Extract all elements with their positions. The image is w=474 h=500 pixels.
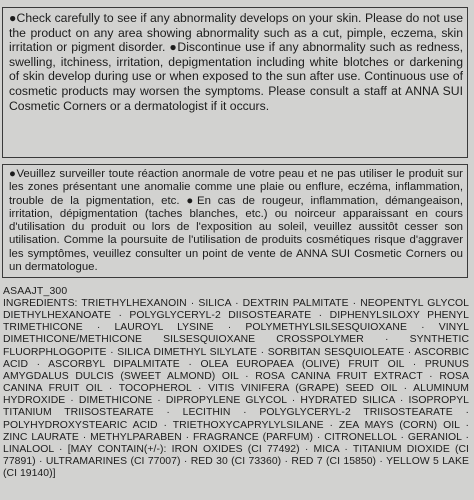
bullet-icon: ● bbox=[186, 194, 197, 207]
ingredients-list: INGREDIENTS: TRIETHYLHEXANOIN · SILICA · DEXTRIN PALMITATE · NEOPENTYL GLYCOL DIETHYLHEXANOATE · POLYGLYCERYL-2 DIISOSTEARATE · DIPHENYLSILOXY PHENYL TRIMETHICONE · LAUROYL LYSINE · POLYMETHYLSILSESQUIOXANE · VINYL DIMETHICONE/METHICONE SILSESQUIOXANE CROSSPOLYMER · SYNTHETIC FLUORPHLOGOPITE · SILICA DIMETHYL SILYLATE · SORBITAN SESQUIOLEATE · ASCORBIC ACID · ASCORBYL DIPALMITATE · OLEA EUROPAEA (OLIVE) FRUIT OIL · PRUNUS AMYGDALUS DULCIS (SWEET ALMOND) OIL · ROSA CANINA FRUIT EXTRACT · ROSA CANINA FRUIT OIL · TOCOPHEROL · VITIS VINIFERA (GRAPE) SEED OIL · ALUMINUM HYDROXIDE · DIMETHICONE · DIPROPYLENE GLYCOL · HYDRATED SILICA · ISOPROPYL TITANIUM TRIISOSTEARATE · LECITHIN · POLYGLYCERYL-2 TRIISOSTEARATE · POLYHYDROXYSTEARIC ACID · TRIETHOXYCAPRYLYLSILANE · ZEA MAYS (CORN) OIL · ZINC LAURATE · METHYLPARABEN · FRAGRANCE (PARFUM) · CITRONELLOL · GERANIOL · LINALOOL · [MAY CONTAIN(+/-): IRON OXIDES (CI 77492) · MICA · TITANIUM DIOXIDE (CI 77891) · ULTRAMARINES (CI 77007) · RED 30 (CI 73360) · RED 7 (CI 15850) · YELLOW 5 LAKE (CI 19140)] bbox=[3, 298, 469, 480]
bullet-icon: ● bbox=[9, 11, 17, 25]
product-code: ASAAJT_300 bbox=[3, 286, 68, 297]
bullet-icon: ● bbox=[169, 40, 178, 55]
warning-en-sentence-1: Check carefully to see if any abnormality develops on your skin. Please do not use the product on any area showing abnormality such as a cut, pimple, eczema, skin irritation or pigment disorder. bbox=[9, 11, 463, 55]
warning-text-english bbox=[9, 11, 463, 113]
warning-text-french bbox=[9, 168, 463, 274]
warning-fr-sentence-1: Veuillez surveiller toute réaction anormale de votre peau et ne pas utiliser le produit sur les zones présentant une anomalie comme une plaie ou enflure, eczéma, inflammation, trouble de la pigmentation, etc. bbox=[9, 168, 463, 207]
warning-box-english bbox=[2, 7, 468, 158]
warning-box-french bbox=[2, 164, 468, 278]
warning-en-sentence-2: Discontinue use if any abnormality such as redness, swelling, itchiness, irritation, depigmentation including white blotches or darkening of skin develop during use or when exposed to the sun after use. Continuous use of cosmetic products may worsen the symptoms. Please consult a staff at ANNA SUI Cosmetic Corners or a dermatologist if it occurs. bbox=[9, 40, 463, 113]
warning-fr-sentence-2: En cas de rougeur, inflammation, démangeaison, irritation, dépigmentation (taches blanches, etc.) ou noirceur apparaissant en cours d'utilisation du produit ou lors de l'exposition au soleil, veuillez aussitôt cesser son utilisation. Comme la poursuite de l'utilisation de produits cosmétiques risque d'aggraver les symptômes, veuillez consulter un point de vente de ANNA SUI Cosmetic Corners ou un dermatologue. bbox=[9, 194, 463, 274]
bullet-icon: ● bbox=[9, 168, 17, 180]
